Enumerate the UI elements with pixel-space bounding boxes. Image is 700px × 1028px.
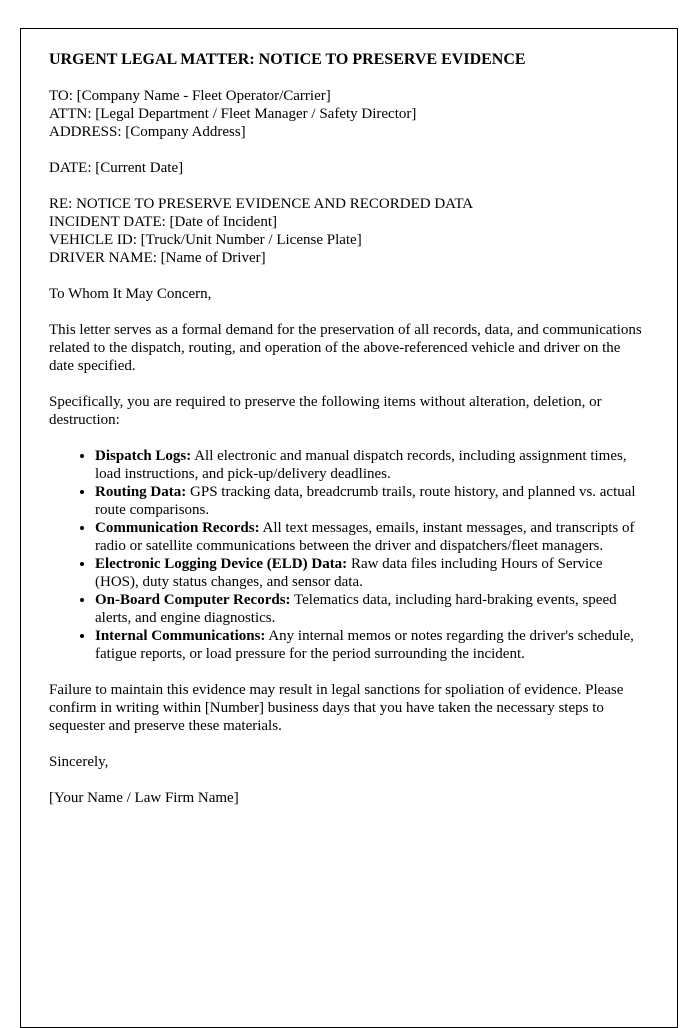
list-item-label: Dispatch Logs:: [95, 448, 192, 464]
list-item-eld-data: [95, 555, 649, 591]
intro-paragraph: This letter serves as a formal demand for the preservation of all records, data, and communications related to the dispatch, routing, and operation of the above-referenced vehicle and driver on the date specified.: [49, 322, 642, 374]
list-item-text: All electronic and manual dispatch records, including assignment times, load instructions, and pick-up/delivery deadlines.: [95, 448, 627, 482]
signoff: Sincerely,: [49, 754, 109, 770]
list-item-internal-communications: [95, 627, 649, 663]
recipient-attn-line: ATTN: [Legal Department / Fleet Manager / Safety Director]: [49, 106, 417, 122]
list-item-communication-records: [95, 519, 649, 555]
letter-title: URGENT LEGAL MATTER: NOTICE TO PRESERVE EVIDENCE: [49, 51, 526, 68]
list-item-label: Electronic Logging Device (ELD) Data:: [95, 556, 348, 572]
salutation: To Whom It May Concern,: [49, 286, 212, 302]
driver-name-line: DRIVER NAME: [Name of Driver]: [49, 250, 266, 266]
date-line: DATE: [Current Date]: [49, 160, 184, 176]
list-item-routing-data: [95, 483, 649, 519]
list-item-onboard-computer-records: [95, 591, 649, 627]
vehicle-id-line: VEHICLE ID: [Truck/Unit Number / License Plate]: [49, 232, 362, 248]
closing-paragraph: Failure to maintain this evidence may result in legal sanctions for spoliation of evidence. Please confirm in writing within [Number] business days that you have taken the necessary steps to sequester and preserve these materials.: [49, 682, 624, 734]
list-item-text: All text messages, emails, instant messages, and transcripts of radio or satellite communications between the driver and dispatchers/fleet managers.: [95, 520, 635, 554]
letter-page: [20, 28, 678, 1028]
reference-block: [49, 195, 649, 267]
list-item-text: Raw data files including Hours of Service (HOS), duty status changes, and sensor data.: [95, 556, 603, 590]
list-item-label: Internal Communications:: [95, 628, 266, 644]
recipient-block: [49, 87, 649, 141]
list-item-text: GPS tracking data, breadcrumb trails, route history, and planned vs. actual route comparisons.: [95, 484, 636, 518]
recipient-to-line: TO: [Company Name - Fleet Operator/Carrier]: [49, 88, 331, 104]
signature-line: [Your Name / Law Firm Name]: [49, 790, 239, 806]
preservation-items-list: [49, 447, 649, 663]
date-block: [49, 159, 649, 177]
list-item-label: Routing Data:: [95, 484, 187, 500]
re-line: RE: NOTICE TO PRESERVE EVIDENCE AND RECORDED DATA: [49, 196, 474, 212]
list-item-text: Telematics data, including hard-braking events, speed alerts, and engine diagnostics.: [95, 592, 617, 626]
recipient-address-line: ADDRESS: [Company Address]: [49, 124, 246, 140]
list-item-dispatch-logs: [95, 447, 649, 483]
list-item-label: Communication Records:: [95, 520, 260, 536]
list-item-label: On-Board Computer Records:: [95, 592, 291, 608]
list-item-text: Any internal memos or notes regarding the driver's schedule, fatigue reports, or load pressure for the period surrounding the incident.: [95, 628, 634, 662]
incident-date-line: INCIDENT DATE: [Date of Incident]: [49, 214, 277, 230]
requirement-paragraph: Specifically, you are required to preserve the following items without alteration, deletion, or destruction:: [49, 394, 602, 428]
